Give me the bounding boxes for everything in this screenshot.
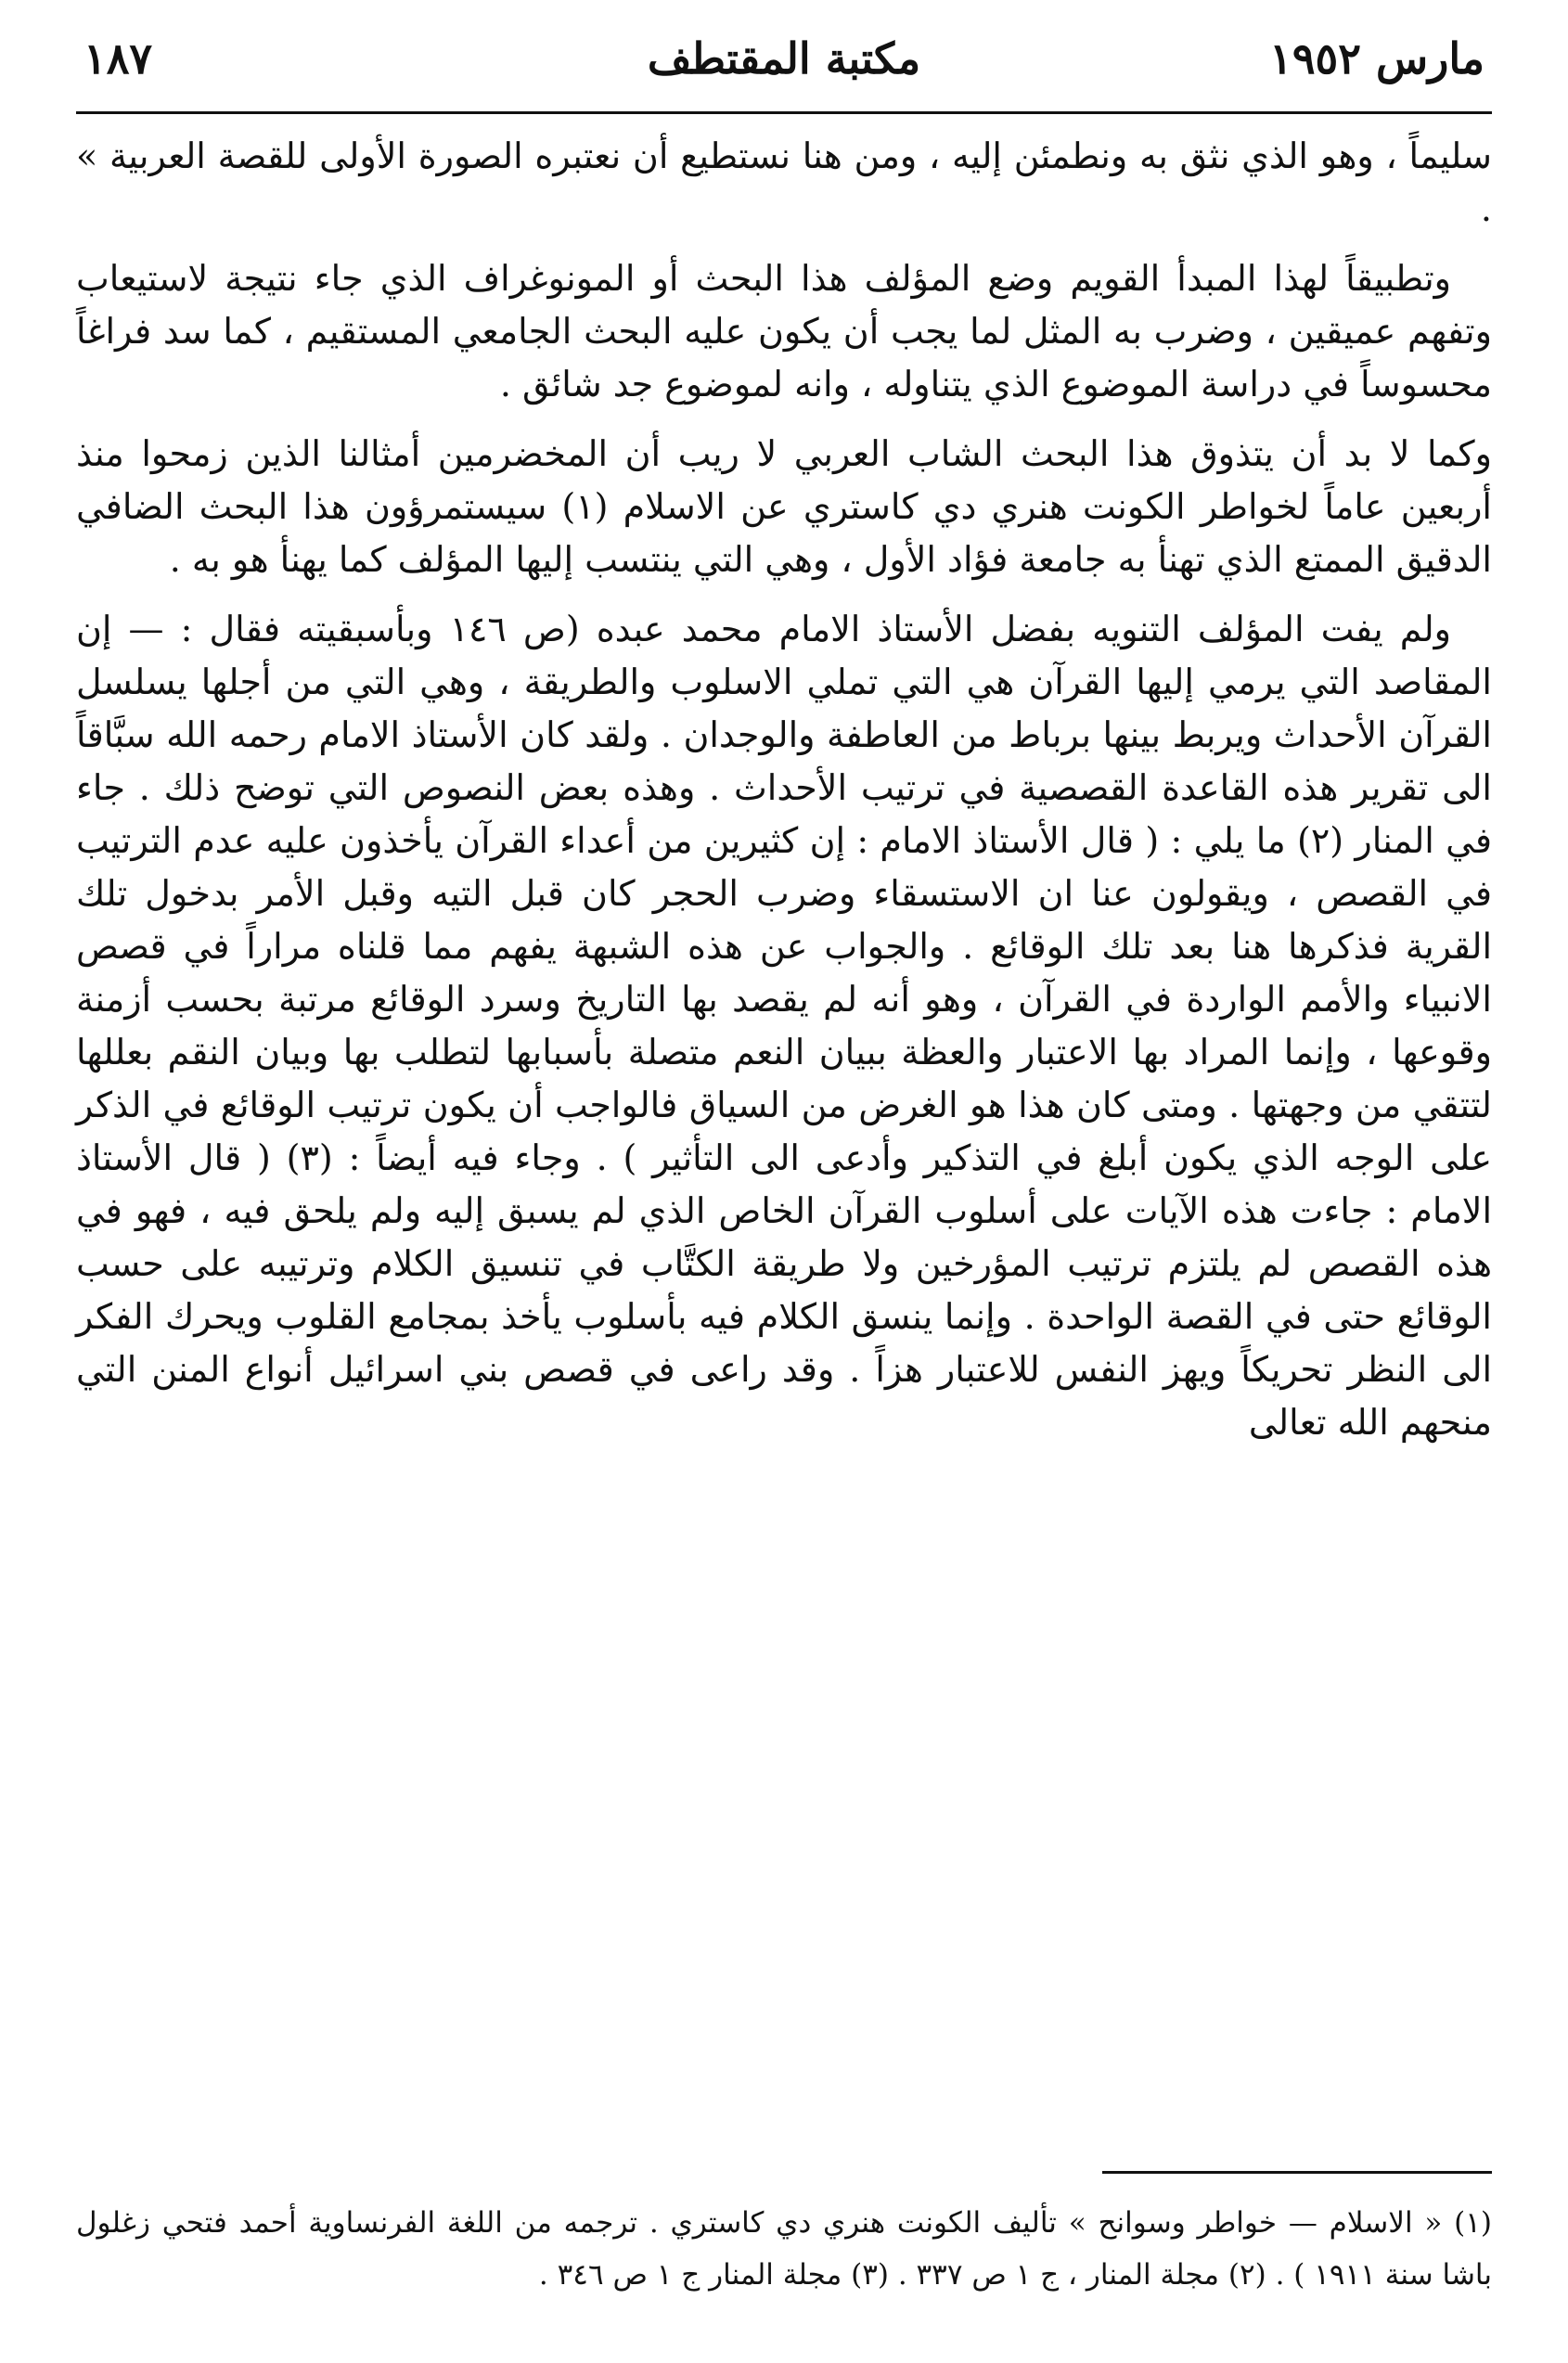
paragraph-2: وتطبيقاً لهذا المبدأ القويم وضع المؤلف هذا البحث أو المونوغراف الذي جاء نتيجة لاستيعاب وتفهم عميقين ، وضرب به المثل لما يجب أن يكون عليه البحث الجامعي المستقيم ، كما سد فراغاً محسوساً في دراسة الموضوع الذي يتناوله ، وانه لموضوع جد شائق . (76, 258, 1492, 405)
paragraph-3: وكما لا بد أن يتذوق هذا البحث الشاب العربي لا ريب أن المخضرمين أمثالنا الذين زمحوا منذ أربعين عاماً لخواطر الكونت هنري دي كاستري عن الاسلام (١) سيستمرؤون هذا البحث الضافي الدقيق الممتع الذي تهنأ به جامعة فؤاد الأول ، وهي التي ينتسب إليها المؤلف كما يهنأ هو به . (76, 433, 1492, 580)
body-text (76, 130, 1492, 1466)
header-divider (76, 111, 1492, 114)
header-section-title: مكتبة المقتطف (647, 33, 921, 83)
paragraph-4: ولم يفت المؤلف التنويه بفضل الأستاذ الامام محمد عبده (ص ١٤٦ وبأسبقيته فقال : — إن المقاصد التي يرمي إليها القرآن هي التي تملي الاسلوب والطريقة ، وهي التي من أجلها يسلسل القرآن الأحداث ويربط بينها برباط من العاطفة والوجدان . ولقد كان الأستاذ الامام رحمه الله سبَّاقاً الى تقرير هذه القاعدة القصصية في ترتيب الأحداث . وهذه بعض النصوص التي توضح ذلك . جاء في المنار (٢) ما يلي : ( قال الأستاذ الامام : إن كثيرين من أعداء القرآن يأخذون عليه عدم الترتيب في القصص ، ويقولون عنا ان الاستسقاء وضرب الحجر كان قبل التيه وقبل الأمر بدخول تلك القرية فذكرها هنا بعد تلك الوقائع . والجواب عن هذه الشبهة يفهم مما قلناه مراراً في قصص الانبياء والأمم الواردة في القرآن ، وهو أنه لم يقصد بها التاريخ وسرد الوقائع مرتبة بحسب أزمنة وقوعها ، وإنما المراد بها الاعتبار والعظة ببيان النعم متصلة بأسبابها لتطلب بها وبيان النقم بعللها لتتقي من وجهتها . ومتى كان هذا هو الغرض من السياق فالواجب أن يكون ترتيب الوقائع في الذكر على الوجه الذي يكون أبلغ في التذكير وأدعى الى التأثير ) . وجاء فيه أيضاً : (٣) ( قال الأستاذ الامام : جاءت هذه الآيات على أسلوب القرآن الخاص الذي لم يسبق إليه ولم يلحق فيه ، فهو في هذه القصص لم يلتزم ترتيب المؤرخين ولا طريقة الكتَّاب في تنسيق الكلام وترتيبه على حسب الوقائع حتى في القصة الواحدة . وإنما ينسق الكلام فيه بأسلوب يأخذ بمجامع القلوب ويحرك الفكر الى النظر تحريكاً ويهز النفس للاعتبار هزاً . وقد راعى في قصص بني اسرائيل أنواع المنن التي منحهم الله تعالى (76, 609, 1492, 1443)
header-date: مارس ١٩٥٢ (1269, 33, 1484, 83)
running-header (84, 26, 1484, 91)
footnotes (76, 2197, 1492, 2301)
footnote-divider (1102, 2171, 1492, 2174)
paragraph-1: سليماً ، وهو الذي نثق به ونطمئن إليه ، ومن هنا نستطيع أن نعتبره الصورة الأولى للقصة العربية » . (76, 135, 1492, 229)
footnote-text: (١) « الاسلام — خواطر وسوانح » تأليف الكونت هنري دي كاستري . ترجمه من اللغة الفرنساوية أحمد فتحي زغلول باشا سنة ١٩١١ ) . (٢) مجلة المنار ، ج ١ ص ٣٣٧ . (٣) مجلة المنار ج ١ ص ٣٤٦ . (76, 2206, 1492, 2292)
page-number: ١٨٧ (84, 33, 153, 83)
